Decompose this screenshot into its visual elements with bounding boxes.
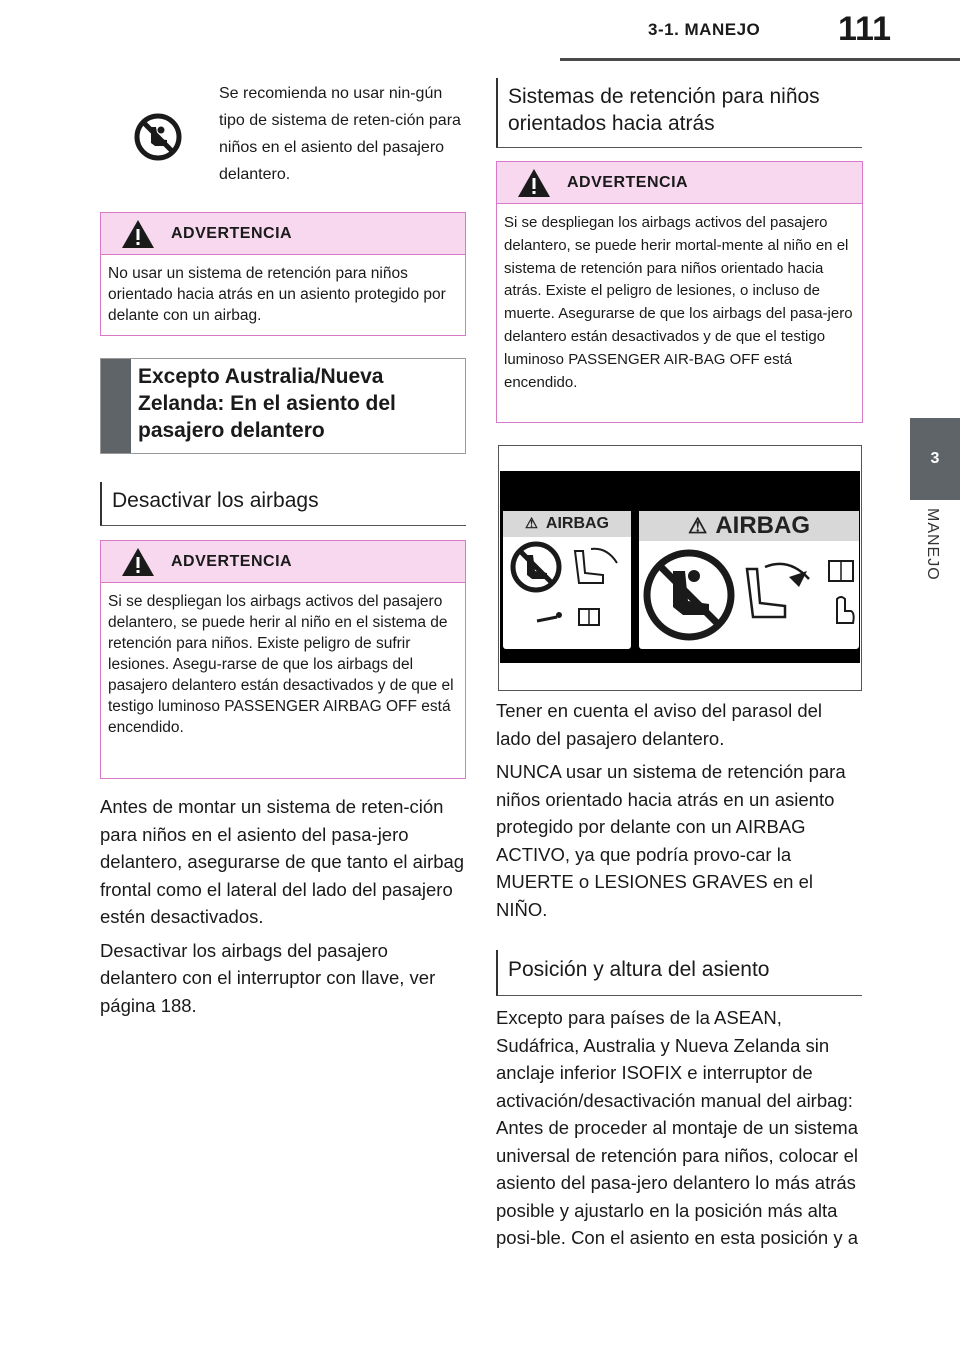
section-title: Excepto Australia/Nueva Zelanda: En el asiento del pasajero delantero <box>138 365 396 442</box>
warning-triangle-icon: ⚠ <box>524 516 538 532</box>
subheading-deactivate-airbags: Desactivar los airbags <box>100 482 466 526</box>
paragraph: Tener en cuenta el aviso del parasol del lado del pasajero delantero. <box>496 700 823 749</box>
warning-title: ADVERTENCIA <box>171 553 293 570</box>
airbag-label-pictograms <box>639 511 859 649</box>
section-title-box <box>100 358 466 454</box>
chapter-tab[interactable]: 3 <box>910 418 960 500</box>
airbag-label-text: AIRBAG <box>715 512 811 539</box>
airbag-label-text: AIRBAG <box>545 515 609 532</box>
section-title-bar <box>101 359 131 453</box>
warning-body: Si se despliegan los airbags activos del pasajero delantero, se puede herir al niño en el sistema de retención para niños. Existe peligro de sufrir lesiones. Asegu-rarse de que los airbags del pasajero delantero están desactivados y de que el testigo luminoso PASSENGER AIRBAG OFF está encendido. <box>108 593 454 736</box>
warning-triangle-icon <box>121 547 155 577</box>
warning-triangle-icon: ⚠ <box>687 513 708 538</box>
warning-box-3 <box>496 161 863 423</box>
airbag-label-figure <box>498 445 862 691</box>
warning-title: ADVERTENCIA <box>171 225 293 242</box>
warning-box-1 <box>100 212 466 336</box>
warning-box-2 <box>100 540 466 779</box>
airbag-label-big <box>639 511 859 649</box>
warning-header <box>101 213 465 255</box>
paragraph: NUNCA usar un sistema de retención para niños orientado hacia atrás en un asiento protegido por delante con un AIRBAG ACTIVO, ya que podría provo-car la MUERTE o LESIONES GRAVES en el NIÑO. <box>496 761 846 920</box>
page-number: 111 <box>838 10 891 48</box>
right-body-text-2 <box>496 1004 862 1258</box>
paragraph: Desactivar los airbags del pasajero delantero con el interruptor con llave, ver página 188. <box>100 939 436 1016</box>
paragraph: Excepto para países de la ASEAN, Sudáfrica, Australia y Nueva Zelanda sin anclaje inferior ISOFIX e interruptor de activación/desactivación manual del airbag: Antes de proceder al montaje de un sistema universal de retención para niños, colocar el asiento del pasa-jero delantero lo más atrás posible y ajustarlo en la posición más alta posi-ble. Con el asiento en esta posición y a <box>496 1007 858 1248</box>
header-rule <box>560 58 960 61</box>
no-child-seat-icon <box>134 113 182 161</box>
section-header: 3-1. MANEJO <box>648 20 761 39</box>
left-body-text <box>100 793 466 1025</box>
warning-triangle-icon <box>517 168 551 198</box>
right-body-text <box>496 697 862 929</box>
intro-text: Se recomienda no usar nin-gún tipo de sistema de reten-ción para niños en el asiento del pasajero delantero. <box>219 85 461 183</box>
chapter-label: MANEJO <box>924 508 941 581</box>
warning-header <box>497 162 862 204</box>
warning-body: No usar un sistema de retención para niños orientado hacia atrás en un asiento protegido por delante con un airbag. <box>108 265 446 324</box>
airbag-label-small <box>503 511 631 649</box>
airbag-label-pictograms <box>503 511 631 649</box>
sun-visor-background <box>500 471 860 663</box>
subheading-seat-position: Posición y altura del asiento <box>496 950 862 996</box>
paragraph: Antes de montar un sistema de reten-ción para niños en el asiento del pasa-jero delantero, asegurarse de que tanto el airbag frontal como el lateral del lado del pasajero estén desactivados. <box>100 796 465 927</box>
warning-body: Si se despliegan los airbags activos del pasajero delantero, se puede herir mortal-mente al niño en el sistema de retención para niños orientado hacia atrás. Existe el peligro de lesiones, o incluso de muerte. Asegurarse de que los airbags del pasa-jero delantero están desactivados y de que el testigo luminoso PASSENGER AIR-BAG OFF está encendido. <box>504 214 853 391</box>
subheading-rear-facing: Sistemas de retención para niños orientados hacia atrás <box>496 78 862 148</box>
warning-title: ADVERTENCIA <box>567 174 689 191</box>
warning-triangle-icon <box>121 219 155 249</box>
warning-header <box>101 541 465 583</box>
